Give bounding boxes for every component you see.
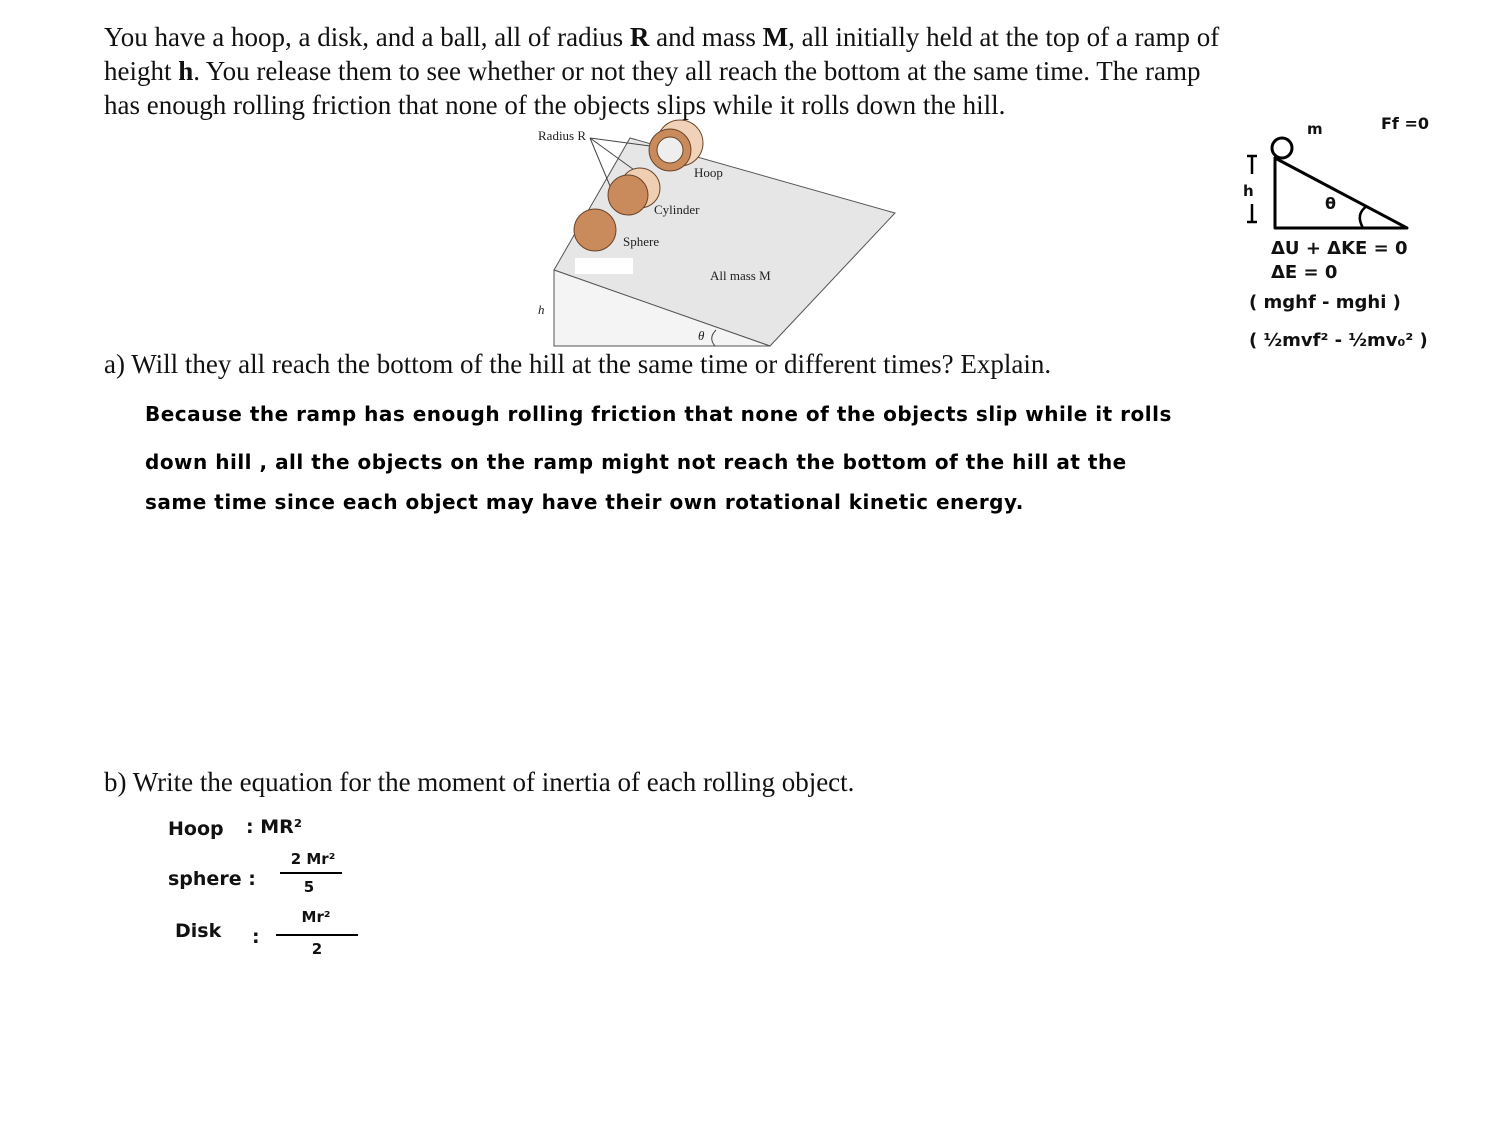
cylinder-label: Cylinder bbox=[654, 202, 700, 217]
sphere-shape bbox=[574, 209, 616, 251]
disk-inertia-denominator: 2 bbox=[311, 940, 323, 958]
sketch-theta-label: θ bbox=[1325, 194, 1336, 213]
label-patch bbox=[575, 258, 633, 274]
theta-label: θ bbox=[698, 328, 705, 343]
cylinder-face bbox=[608, 175, 648, 215]
hoop-inertia-equation: : MR² bbox=[246, 816, 303, 838]
sphere-label: Sphere bbox=[623, 234, 660, 249]
height-symbol: h bbox=[178, 56, 194, 86]
hoop-label: Hoop bbox=[694, 165, 723, 180]
mass-label: All mass M bbox=[710, 268, 771, 283]
theta-arc-sketch bbox=[1360, 206, 1367, 228]
answer-a-line-1: Because the ramp has enough rolling friction that none of the objects slip while it rolls bbox=[145, 402, 1172, 426]
answer-a-line-3: same time since each object may have their own rotational kinetic energy. bbox=[145, 490, 1024, 514]
radius-label: Radius R bbox=[538, 128, 587, 143]
sketch-m-label: m bbox=[1307, 120, 1323, 138]
disk-inertia-colon: : bbox=[252, 926, 260, 948]
mass-symbol: M bbox=[762, 22, 789, 52]
prompt-text: height bbox=[104, 56, 179, 86]
prompt-text: and mass bbox=[649, 22, 763, 52]
question-b: b) Write the equation for the moment of inertia of each rolling object. bbox=[104, 767, 855, 797]
sphere-inertia-denominator: 5 bbox=[303, 878, 315, 896]
disk-fraction-bar bbox=[276, 934, 358, 936]
disk-inertia-numerator: Mr² bbox=[301, 908, 331, 926]
hoop-hole bbox=[657, 137, 683, 163]
sketch-h-label: h bbox=[1243, 182, 1254, 200]
sphere-inertia-numerator: 2 Mr² bbox=[290, 850, 336, 868]
radius-symbol: R bbox=[629, 22, 650, 52]
question-a: a) Will they all reach the bottom of the hill at the same time or different times? Explain. bbox=[104, 349, 1052, 379]
ramp-figure bbox=[520, 118, 920, 348]
sphere-fraction-bar bbox=[280, 872, 342, 874]
prompt-text: has enough rolling friction that none of the objects slips while it rolls down the hill. bbox=[104, 90, 1006, 120]
sketch-ff-label: Ff =0 bbox=[1381, 114, 1429, 133]
sphere-inertia-label: sphere : bbox=[168, 868, 256, 890]
prompt-text: . You release them to see whether or not they all reach the bottom at the same time. The ramp bbox=[193, 56, 1201, 86]
prompt-text: , all initially held at the top of a ramp of bbox=[788, 22, 1220, 52]
disk-inertia-label: Disk bbox=[175, 920, 222, 942]
energy-equation-4: ( ½mvf² - ½mv₀² ) bbox=[1249, 330, 1428, 351]
handwritten-sketch bbox=[1235, 112, 1465, 362]
answer-a-line-2: down hill , all the objects on the ramp might not reach the bottom of the hill at the bbox=[145, 450, 1127, 474]
energy-equation-3: ( mghf - mghi ) bbox=[1249, 292, 1401, 313]
energy-equation-2: ΔE = 0 bbox=[1271, 262, 1338, 283]
hoop-inertia-label: Hoop bbox=[168, 818, 224, 840]
ramp-illustration bbox=[520, 118, 920, 348]
sketch-triangle bbox=[1275, 158, 1407, 228]
mass-circle bbox=[1272, 138, 1292, 158]
prompt-text: You have a hoop, a disk, and a ball, all of radius bbox=[104, 22, 630, 52]
energy-equation-1: ΔU + ΔKE = 0 bbox=[1271, 238, 1408, 259]
triangle-sketch bbox=[1235, 112, 1465, 242]
height-label: h bbox=[538, 302, 545, 317]
problem-statement bbox=[104, 20, 1324, 122]
